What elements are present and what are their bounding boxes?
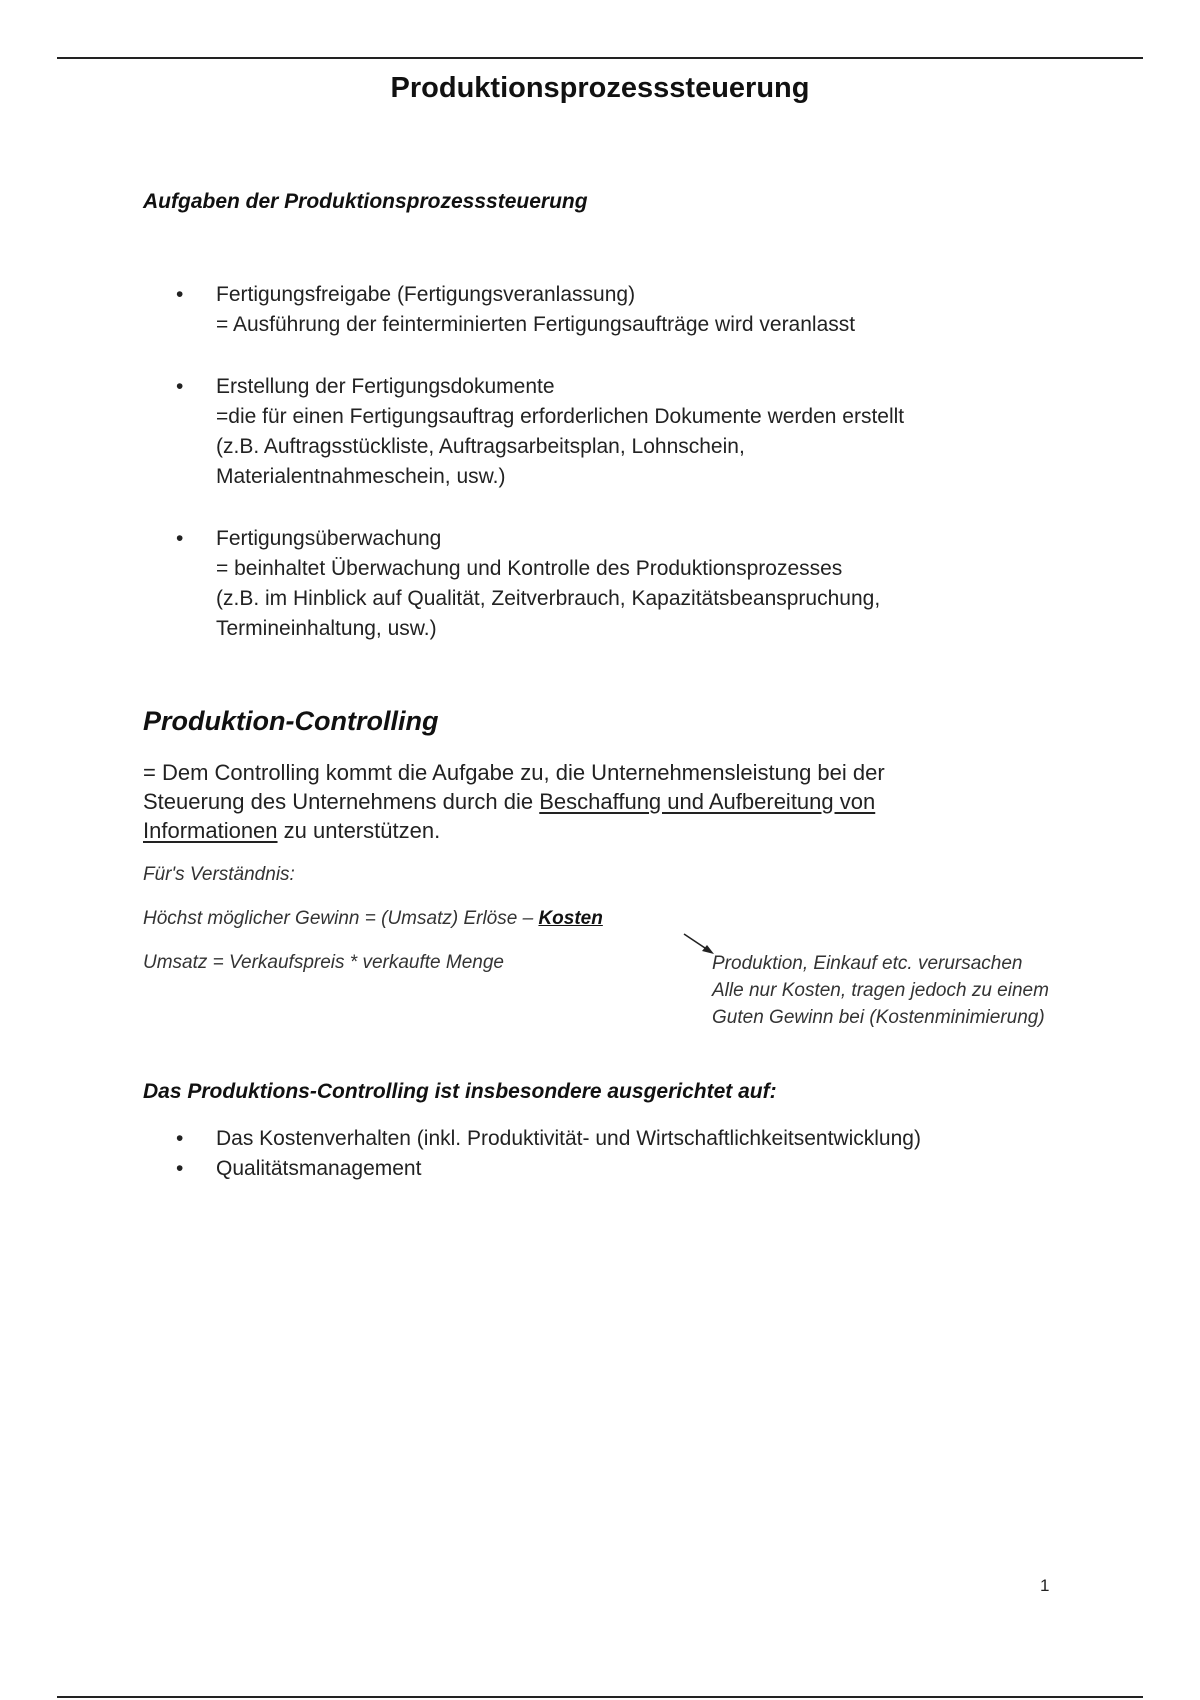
formula-text: Höchst möglicher Gewinn = (Umsatz) Erlöse – (143, 908, 539, 929)
annotation-line: Guten Gewinn bei (Kostenminimierung) (712, 1007, 1045, 1028)
list-item-line: =die für einen Fertigungsauftrag erforderlichen Dokumente werden erstellt (216, 405, 905, 428)
list-item-title: Fertigungsfreigabe (Fertigungsveranlassung) (216, 283, 636, 306)
definition-line-3 (143, 816, 885, 845)
list-item (216, 524, 880, 644)
list-item-line: Termineinhaltung, usw.) (216, 617, 437, 640)
formula-umsatz: Umsatz = Verkaufspreis * verkaufte Menge (143, 952, 504, 973)
section-heading-aufgaben: Aufgaben der Produktionsprozesssteuerung (143, 190, 588, 213)
definition-text: zu unterstützen. (277, 818, 441, 843)
definition-text: Steuerung des Unternehmens durch die (143, 789, 540, 814)
page-number: 1 (1040, 1576, 1050, 1595)
list-item (216, 372, 904, 492)
formula-gewinn (143, 908, 603, 930)
list-item-title: Erstellung der Fertigungsdokumente (216, 375, 555, 398)
annotation-line: Produktion, Einkauf etc. verursachen (712, 953, 1023, 974)
annotation-line: Alle nur Kosten, tragen jedoch zu einem (712, 980, 1049, 1001)
note-label: Für's Verständnis: (143, 864, 295, 885)
list-item: Qualitätsmanagement (216, 1157, 422, 1180)
definition-underlined-text: Informationen (143, 818, 278, 843)
list-item (216, 280, 855, 340)
top-rule (57, 57, 1143, 59)
definition-line-1: = Dem Controlling kommt die Aufgabe zu, die Unternehmensleistung bei der (143, 760, 885, 785)
page-title: Produktionsprozesssteuerung (390, 72, 810, 104)
definition-underlined-text: Beschaffung und Aufbereitung von (539, 789, 876, 814)
list-item: Das Kostenverhalten (inkl. Produktivität- und Wirtschaftlichkeitsentwicklung) (216, 1127, 921, 1150)
bullet-glyph: • (176, 375, 184, 398)
list-item-line: (z.B. im Hinblick auf Qualität, Zeitverbrauch, Kapazitätsbeanspruchung, (216, 587, 881, 610)
list-item-title: Fertigungsüberwachung (216, 527, 442, 550)
bullet-glyph: • (176, 1157, 184, 1180)
definition-line-2 (143, 787, 885, 816)
bullet-glyph: • (176, 283, 184, 306)
list-item-line: = beinhaltet Überwachung und Kontrolle des Produktionsprozesses (216, 557, 843, 580)
definition-paragraph (143, 758, 885, 845)
formula-kosten-emphasis: Kosten (538, 908, 603, 929)
list-item-line: (z.B. Auftragsstückliste, Auftragsarbeitsplan, Lohnschein, (216, 435, 745, 458)
section-heading-controlling: Produktion-Controlling (143, 706, 439, 736)
section-heading-ausrichtung: Das Produktions-Controlling ist insbesondere ausgerichtet auf: (143, 1080, 777, 1103)
bottom-rule (57, 1696, 1143, 1698)
kosten-annotation (712, 950, 1049, 1031)
list-item-line: = Ausführung der feinterminierten Fertigungsaufträge wird veranlasst (216, 313, 856, 336)
bullet-glyph: • (176, 1127, 184, 1150)
bullet-glyph: • (176, 527, 184, 550)
list-item-line: Materialentnahmeschein, usw.) (216, 465, 506, 488)
